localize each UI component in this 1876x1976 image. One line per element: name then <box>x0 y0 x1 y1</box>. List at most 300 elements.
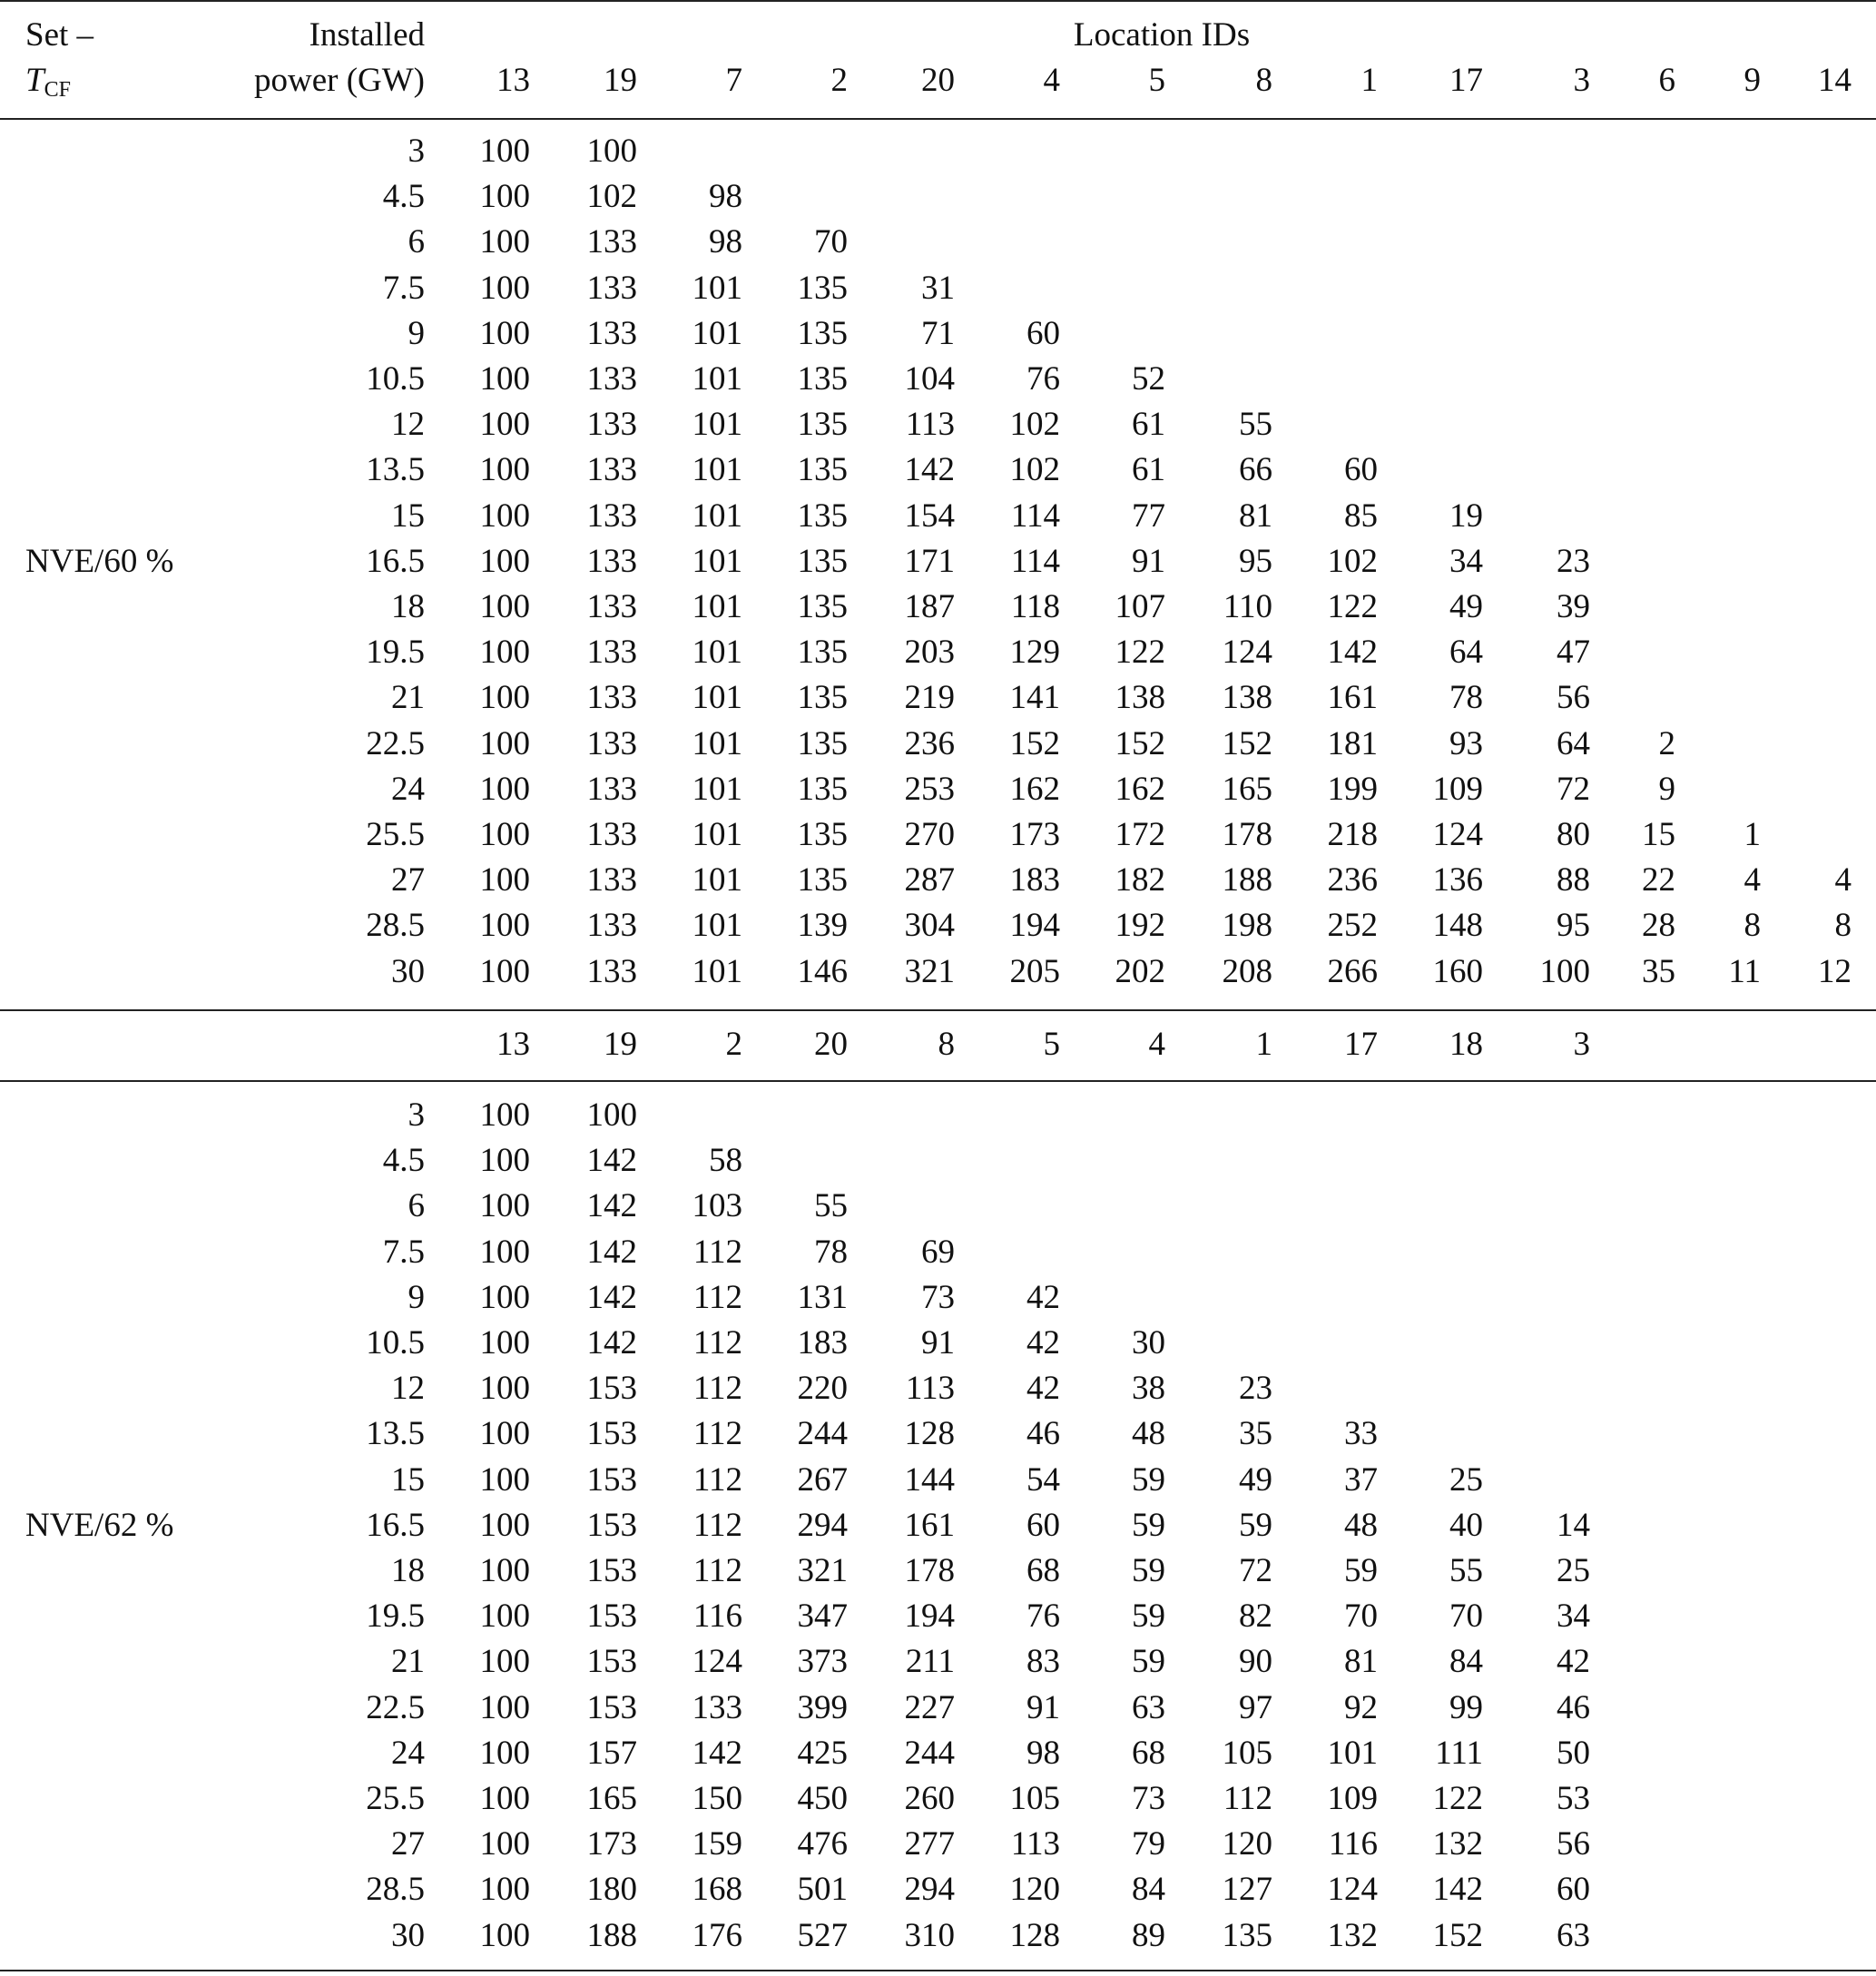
table-cell: 150 <box>692 1780 742 1817</box>
table-cell: 153 <box>586 1507 637 1544</box>
table-cell: 310 <box>904 1917 955 1954</box>
table-cell: 102 <box>586 178 637 215</box>
installed-power-cell: 9 <box>408 315 425 352</box>
installed-power-cell: 21 <box>391 1643 425 1680</box>
table-cell: 109 <box>1327 1780 1378 1817</box>
installed-power-cell: 10.5 <box>366 1324 425 1362</box>
table-cell: 141 <box>1009 679 1060 716</box>
table-cell: 79 <box>1132 1825 1165 1863</box>
table-cell: 159 <box>692 1825 742 1863</box>
table-cell: 152 <box>1222 725 1272 762</box>
table-cell: 77 <box>1132 497 1165 535</box>
table-cell: 135 <box>797 543 848 580</box>
table-cell: 42 <box>1557 1643 1590 1680</box>
table-cell: 101 <box>692 907 742 944</box>
table-cell: 46 <box>1026 1415 1060 1452</box>
table-cell: 270 <box>904 816 955 853</box>
table-cell: 100 <box>479 1187 530 1224</box>
table-cell: 100 <box>479 1552 530 1589</box>
table-cell: 183 <box>797 1324 848 1362</box>
table-cell: 63 <box>1557 1917 1590 1954</box>
table-cell: 294 <box>797 1507 848 1544</box>
table-cell: 133 <box>586 588 637 625</box>
table-cell: 220 <box>797 1370 848 1407</box>
table-cell: 133 <box>586 451 637 488</box>
installed-power-cell: 4.5 <box>382 1142 425 1179</box>
table-cell: 135 <box>797 497 848 535</box>
table-cell: 244 <box>904 1735 955 1772</box>
location-id-header: 4 <box>1148 1026 1165 1063</box>
table-cell: 78 <box>814 1234 848 1271</box>
table-cell: 183 <box>1009 861 1060 899</box>
table-cell: 129 <box>1009 634 1060 671</box>
table-cell: 14 <box>1557 1507 1590 1544</box>
set-label: NVE/60 % <box>25 543 174 580</box>
table-cell: 128 <box>1009 1917 1060 1954</box>
table-cell: 100 <box>479 360 530 398</box>
installed-power-cell: 27 <box>391 861 425 899</box>
table-cell: 172 <box>1115 816 1165 853</box>
table-cell: 30 <box>1132 1324 1165 1362</box>
table-cell: 347 <box>797 1598 848 1635</box>
table-cell: 253 <box>904 771 955 808</box>
table-cell: 53 <box>1557 1780 1590 1817</box>
table-cell: 133 <box>692 1689 742 1726</box>
table-cell: 114 <box>1010 543 1060 580</box>
table-cell: 100 <box>479 1234 530 1271</box>
table-cell: 59 <box>1132 1552 1165 1589</box>
table-cell: 100 <box>479 907 530 944</box>
table-cell: 61 <box>1132 451 1165 488</box>
table-cell: 100 <box>1539 953 1590 990</box>
location-id-header: 5 <box>1148 62 1165 99</box>
table-cell: 165 <box>1222 771 1272 808</box>
table-cell: 399 <box>797 1689 848 1726</box>
table-cell: 135 <box>797 634 848 671</box>
table-cell: 277 <box>904 1825 955 1863</box>
table-cell: 101 <box>692 543 742 580</box>
installed-power-cell: 22.5 <box>366 1689 425 1726</box>
table-cell: 73 <box>921 1279 955 1316</box>
table-cell: 2 <box>1658 725 1675 762</box>
table-cell: 100 <box>479 1096 530 1134</box>
table-cell: 131 <box>797 1279 848 1316</box>
table-cell: 101 <box>1327 1735 1378 1772</box>
location-id-header: 17 <box>1344 1026 1378 1063</box>
table-cell: 54 <box>1026 1461 1060 1499</box>
location-id-header: 9 <box>1743 62 1761 99</box>
table-cell: 112 <box>692 1552 742 1589</box>
table-cell: 1 <box>1743 816 1761 853</box>
table-cell: 59 <box>1132 1461 1165 1499</box>
set-header-line2 <box>25 58 71 103</box>
table-cell: 52 <box>1132 360 1165 398</box>
table-cell: 135 <box>797 679 848 716</box>
table-cell: 64 <box>1557 725 1590 762</box>
table-cell: 42 <box>1026 1324 1060 1362</box>
location-id-header: 2 <box>830 62 848 99</box>
table-cell: 100 <box>479 1461 530 1499</box>
installed-power-cell: 7.5 <box>382 270 425 307</box>
table-cell: 425 <box>797 1735 848 1772</box>
location-id-header: 20 <box>814 1026 848 1063</box>
table-cell: 70 <box>814 223 848 261</box>
table-cell: 99 <box>1449 1689 1483 1726</box>
table-cell: 218 <box>1327 816 1378 853</box>
installed-power-cell: 30 <box>391 1917 425 1954</box>
table-cell: 133 <box>586 315 637 352</box>
table-cell: 124 <box>1432 816 1483 853</box>
table-cell: 100 <box>479 451 530 488</box>
table-cell: 153 <box>586 1552 637 1589</box>
table-cell: 142 <box>1327 634 1378 671</box>
table-cell: 42 <box>1026 1279 1060 1316</box>
table-cell: 100 <box>479 543 530 580</box>
location-id-header: 3 <box>1573 62 1590 99</box>
table-cell: 98 <box>1026 1735 1060 1772</box>
table-cell: 100 <box>479 406 530 443</box>
table-cell: 153 <box>586 1415 637 1452</box>
table-cell: 132 <box>1432 1825 1483 1863</box>
table-cell: 58 <box>709 1142 742 1179</box>
table-cell: 81 <box>1344 1643 1378 1680</box>
table-cell: 132 <box>1327 1917 1378 1954</box>
table-cell: 46 <box>1557 1689 1590 1726</box>
table-cell: 133 <box>586 634 637 671</box>
table-cell: 138 <box>1222 679 1272 716</box>
table-cell: 37 <box>1344 1461 1378 1499</box>
installed-power-cell: 6 <box>408 223 425 261</box>
table-cell: 501 <box>797 1871 848 1908</box>
installed-power-cell: 12 <box>391 406 425 443</box>
table-cell: 76 <box>1026 1598 1060 1635</box>
table-cell: 100 <box>479 1825 530 1863</box>
table-cell: 133 <box>586 725 637 762</box>
table-cell: 100 <box>479 315 530 352</box>
table-cell: 101 <box>692 360 742 398</box>
table-cell: 47 <box>1557 634 1590 671</box>
table-cell: 19 <box>1449 497 1483 535</box>
subheader-rule <box>0 1080 1876 1082</box>
table-cell: 91 <box>921 1324 955 1362</box>
table-cell: 55 <box>814 1187 848 1224</box>
table-cell: 161 <box>1327 679 1378 716</box>
table-cell: 133 <box>586 223 637 261</box>
table-cell: 59 <box>1132 1507 1165 1544</box>
set-header-line1: Set – <box>25 16 94 54</box>
table-cell: 25 <box>1557 1552 1590 1589</box>
installed-power-cell: 21 <box>391 679 425 716</box>
table-cell: 112 <box>692 1234 742 1271</box>
table-cell: 152 <box>1115 725 1165 762</box>
table-cell: 59 <box>1344 1552 1378 1589</box>
table-cell: 35 <box>1239 1415 1272 1452</box>
location-id-header: 14 <box>1818 62 1851 99</box>
table-cell: 100 <box>479 816 530 853</box>
table-cell: 59 <box>1132 1643 1165 1680</box>
table-cell: 124 <box>1327 1871 1378 1908</box>
power-header-line1: Installed <box>309 16 425 54</box>
table-cell: 157 <box>586 1735 637 1772</box>
table-cell: 135 <box>797 588 848 625</box>
table-cell: 100 <box>479 588 530 625</box>
table-cell: 34 <box>1449 543 1483 580</box>
installed-power-cell: 6 <box>408 1187 425 1224</box>
tcf-symbol: T <box>25 62 44 99</box>
table-cell: 100 <box>479 1735 530 1772</box>
table-cell: 112 <box>1223 1780 1272 1817</box>
table-cell: 205 <box>1009 953 1060 990</box>
table-cell: 100 <box>479 1780 530 1817</box>
table-cell: 153 <box>586 1643 637 1680</box>
table-cell: 153 <box>586 1689 637 1726</box>
installed-power-cell: 9 <box>408 1279 425 1316</box>
table-cell: 66 <box>1239 451 1272 488</box>
table-cell: 9 <box>1658 771 1675 808</box>
location-id-header: 7 <box>725 62 742 99</box>
table-cell: 194 <box>1009 907 1060 944</box>
table-cell: 84 <box>1449 1643 1483 1680</box>
table-cell: 139 <box>797 907 848 944</box>
table-cell: 98 <box>709 178 742 215</box>
table-cell: 100 <box>479 1871 530 1908</box>
table-cell: 142 <box>586 1324 637 1362</box>
table-cell: 120 <box>1222 1825 1272 1863</box>
table-cell: 59 <box>1239 1507 1272 1544</box>
table-cell: 194 <box>904 1598 955 1635</box>
table-cell: 154 <box>904 497 955 535</box>
table-cell: 219 <box>904 679 955 716</box>
table-cell: 135 <box>797 315 848 352</box>
table-cell: 100 <box>479 1643 530 1680</box>
table-cell: 102 <box>1009 406 1060 443</box>
table-cell: 100 <box>479 223 530 261</box>
installed-power-cell: 3 <box>408 133 425 170</box>
table-cell: 60 <box>1344 451 1378 488</box>
table-cell: 84 <box>1132 1871 1165 1908</box>
section-rule <box>0 1009 1876 1011</box>
table-cell: 176 <box>692 1917 742 1954</box>
table-cell: 85 <box>1344 497 1378 535</box>
table-cell: 182 <box>1115 861 1165 899</box>
table-cell: 103 <box>692 1187 742 1224</box>
table-cell: 124 <box>692 1643 742 1680</box>
table-cell: 55 <box>1449 1552 1483 1589</box>
table-cell: 34 <box>1557 1598 1590 1635</box>
table-cell: 153 <box>586 1598 637 1635</box>
table-cell: 70 <box>1449 1598 1483 1635</box>
table-cell: 112 <box>692 1507 742 1544</box>
table-cell: 133 <box>586 406 637 443</box>
table-cell: 120 <box>1009 1871 1060 1908</box>
table-cell: 165 <box>586 1780 637 1817</box>
set-label: NVE/62 % <box>25 1507 174 1544</box>
table-cell: 102 <box>1327 543 1378 580</box>
table-cell: 100 <box>479 1415 530 1452</box>
installed-power-cell: 16.5 <box>366 1507 425 1544</box>
header-rule <box>0 118 1876 120</box>
table-cell: 112 <box>692 1324 742 1362</box>
table-cell: 56 <box>1557 679 1590 716</box>
table-cell: 112 <box>692 1461 742 1499</box>
table-cell: 81 <box>1239 497 1272 535</box>
table-cell: 92 <box>1344 1689 1378 1726</box>
table-cell: 25 <box>1449 1461 1483 1499</box>
table-cell: 142 <box>904 451 955 488</box>
location-id-header: 1 <box>1360 62 1378 99</box>
table-cell: 152 <box>1009 725 1060 762</box>
table-cell: 112 <box>692 1370 742 1407</box>
location-id-header: 3 <box>1573 1026 1590 1063</box>
installed-power-cell: 28.5 <box>366 907 425 944</box>
table-cell: 148 <box>1432 907 1483 944</box>
table-cell: 135 <box>797 406 848 443</box>
table-cell: 111 <box>1435 1735 1483 1772</box>
table-cell: 133 <box>586 771 637 808</box>
installed-power-cell: 18 <box>391 588 425 625</box>
table-cell: 49 <box>1239 1461 1272 1499</box>
table-cell: 101 <box>692 270 742 307</box>
table-cell: 100 <box>479 270 530 307</box>
table-cell: 260 <box>904 1780 955 1817</box>
table-cell: 171 <box>904 543 955 580</box>
table-cell: 113 <box>905 1370 955 1407</box>
table-cell: 304 <box>904 907 955 944</box>
location-id-header: 4 <box>1043 62 1060 99</box>
table-cell: 124 <box>1222 634 1272 671</box>
table-cell: 244 <box>797 1415 848 1452</box>
location-id-header: 20 <box>921 62 955 99</box>
table-cell: 100 <box>479 1689 530 1726</box>
table-cell: 101 <box>692 679 742 716</box>
table-cell: 110 <box>1223 588 1272 625</box>
table-cell: 133 <box>586 953 637 990</box>
table-cell: 68 <box>1026 1552 1060 1589</box>
installed-power-cell: 19.5 <box>366 1598 425 1635</box>
table-cell: 236 <box>1327 861 1378 899</box>
table-cell: 100 <box>479 771 530 808</box>
table-cell: 135 <box>797 360 848 398</box>
location-id-header: 2 <box>725 1026 742 1063</box>
table-cell: 135 <box>797 725 848 762</box>
table-cell: 122 <box>1432 1780 1483 1817</box>
table-cell: 56 <box>1557 1825 1590 1863</box>
table-cell: 107 <box>1115 588 1165 625</box>
table-cell: 135 <box>797 270 848 307</box>
table-cell: 188 <box>586 1917 637 1954</box>
table-cell: 93 <box>1449 725 1483 762</box>
table-cell: 135 <box>797 816 848 853</box>
table-cell: 114 <box>1010 497 1060 535</box>
table-cell: 11 <box>1728 953 1761 990</box>
table-cell: 133 <box>586 861 637 899</box>
table-cell: 4 <box>1743 861 1761 899</box>
table-cell: 35 <box>1642 953 1675 990</box>
table-cell: 60 <box>1557 1871 1590 1908</box>
location-id-header: 1 <box>1255 1026 1272 1063</box>
table-cell: 12 <box>1818 953 1851 990</box>
table-cell: 188 <box>1222 861 1272 899</box>
table-cell: 73 <box>1132 1780 1165 1817</box>
location-id-header: 5 <box>1043 1026 1060 1063</box>
table-cell: 527 <box>797 1917 848 1954</box>
table-cell: 15 <box>1642 816 1675 853</box>
table-cell: 97 <box>1239 1689 1272 1726</box>
table-cell: 252 <box>1327 907 1378 944</box>
table-cell: 142 <box>586 1279 637 1316</box>
table-cell: 133 <box>586 679 637 716</box>
table-cell: 8 <box>1743 907 1761 944</box>
table-cell: 192 <box>1115 907 1165 944</box>
location-id-header: 13 <box>496 1026 530 1063</box>
table-cell: 91 <box>1132 543 1165 580</box>
table-cell: 101 <box>692 588 742 625</box>
table-cell: 90 <box>1239 1643 1272 1680</box>
table-cell: 138 <box>1115 679 1165 716</box>
installed-power-cell: 15 <box>391 1461 425 1499</box>
installed-power-cell: 18 <box>391 1552 425 1589</box>
installed-power-cell: 22.5 <box>366 725 425 762</box>
top-rule <box>0 0 1876 2</box>
table-cell: 133 <box>586 543 637 580</box>
table-cell: 100 <box>479 634 530 671</box>
installed-power-cell: 12 <box>391 1370 425 1407</box>
table-cell: 236 <box>904 725 955 762</box>
table-cell: 100 <box>479 133 530 170</box>
table-cell: 203 <box>904 634 955 671</box>
table-cell: 72 <box>1239 1552 1272 1589</box>
table-cell: 23 <box>1557 543 1590 580</box>
table-cell: 101 <box>692 771 742 808</box>
table-cell: 133 <box>586 270 637 307</box>
table-cell: 373 <box>797 1643 848 1680</box>
table-cell: 95 <box>1557 907 1590 944</box>
table-cell: 95 <box>1239 543 1272 580</box>
table-cell: 42 <box>1026 1370 1060 1407</box>
table-cell: 450 <box>797 1780 848 1817</box>
installed-power-cell: 13.5 <box>366 1415 425 1452</box>
table-cell: 4 <box>1834 861 1851 899</box>
table-cell: 38 <box>1132 1370 1165 1407</box>
table-cell: 101 <box>692 451 742 488</box>
table-cell: 142 <box>692 1735 742 1772</box>
table-cell: 153 <box>586 1370 637 1407</box>
table-cell: 100 <box>479 1370 530 1407</box>
table-cell: 152 <box>1432 1917 1483 1954</box>
table-cell: 100 <box>586 133 637 170</box>
table-cell: 101 <box>692 953 742 990</box>
table-cell: 61 <box>1132 406 1165 443</box>
table-cell: 101 <box>692 861 742 899</box>
table-cell: 100 <box>479 679 530 716</box>
location-id-header: 19 <box>604 62 637 99</box>
table-cell: 267 <box>797 1461 848 1499</box>
table-cell: 100 <box>479 1507 530 1544</box>
installed-power-cell: 7.5 <box>382 1234 425 1271</box>
table-cell: 100 <box>479 1142 530 1179</box>
table-cell: 59 <box>1132 1598 1165 1635</box>
table-cell: 100 <box>479 1279 530 1316</box>
table-cell: 40 <box>1449 1507 1483 1544</box>
table-cell: 100 <box>586 1096 637 1134</box>
tcf-subscript: CF <box>44 78 71 102</box>
location-id-header: 18 <box>1449 1026 1483 1063</box>
table-cell: 160 <box>1432 953 1483 990</box>
table-cell: 100 <box>479 497 530 535</box>
installed-power-cell: 13.5 <box>366 451 425 488</box>
table-cell: 116 <box>692 1598 742 1635</box>
table-cell: 68 <box>1132 1735 1165 1772</box>
